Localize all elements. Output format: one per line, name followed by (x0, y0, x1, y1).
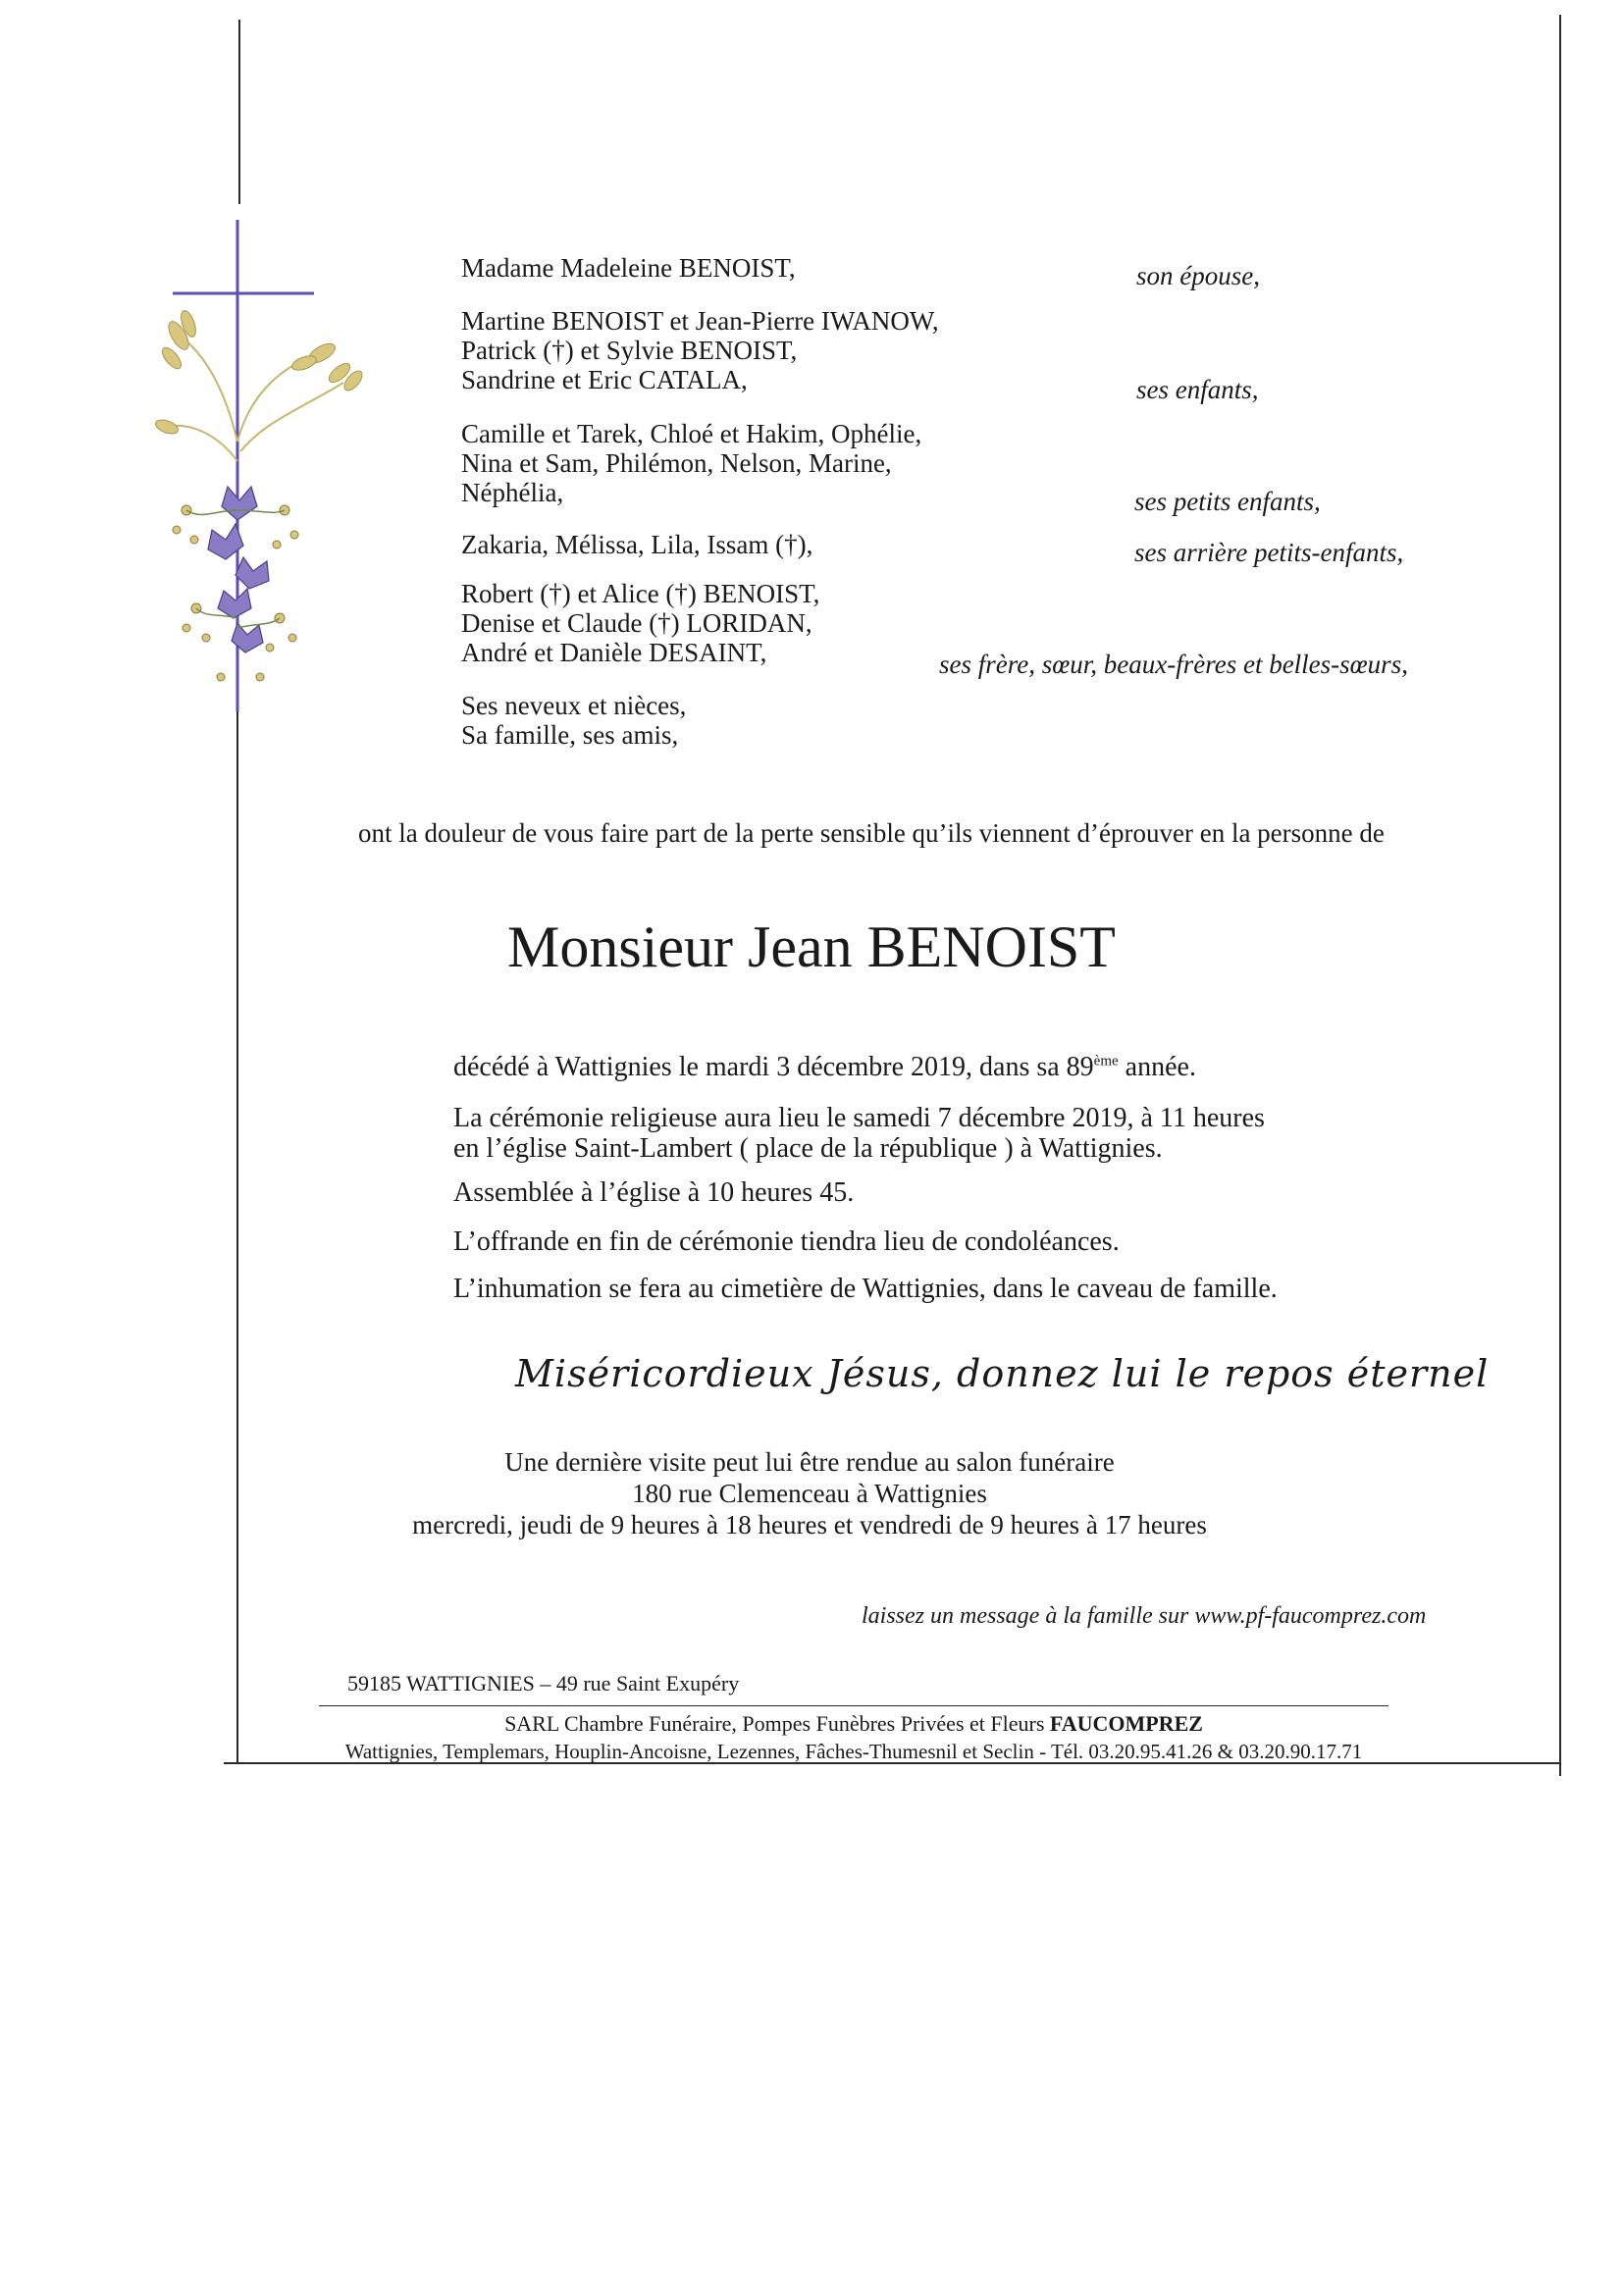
family-name-line: Zakaria, Mélissa, Lila, Issam (†), (461, 530, 813, 559)
visit-info (343, 1446, 1276, 1540)
family-name-line: Sandrine et Eric CATALA, (461, 365, 748, 394)
family-name-line: André et Danièle DESAINT, (461, 638, 767, 667)
relation-label: ses petits enfants, (1134, 487, 1321, 516)
assembly-line: Assemblée à l’église à 10 heures 45. (453, 1177, 855, 1208)
family-name-line: Nina et Sam, Philémon, Nelson, Marine, (461, 448, 892, 478)
family-name-line: Robert (†) et Alice (†) BENOIST, (461, 579, 820, 608)
footer-divider (319, 1705, 1388, 1706)
ceremony-line: La cérémonie religieuse aura lieu le samedi 7 décembre 2019, à 11 heures (453, 1103, 1265, 1133)
death-statement-text: décédé à Wattignies le mardi 3 décembre 2019, dans sa 89 (453, 1052, 1094, 1082)
family-name-line: Denise et Claude (†) LORIDAN, (461, 608, 812, 638)
visit-hours: mercredi, jeudi de 9 heures à 18 heures et vendredi de 9 heures à 17 heures (412, 1510, 1207, 1539)
family-name-line: Ses neveux et nièces, (461, 691, 687, 720)
right-border-line (1559, 15, 1561, 1776)
offering-line: L’offrande en fin de cérémonie tiendra lieu de condoléances. (453, 1226, 1120, 1257)
visit-address: 180 rue Clemenceau à Wattignies (632, 1479, 987, 1508)
visit-line: Une dernière visite peut lui être rendue au salon funéraire (504, 1447, 1115, 1477)
family-name-line: Camille et Tarek, Chloé et Hakim, Ophélie, (461, 419, 922, 448)
footer-locations: Wattignies, Templemars, Houplin-Ancoisne, Lezennes, Fâches-Thumesnil et Seclin - Tél. 03.20.95.41.26 & 03.20.90.17.71 (344, 1740, 1363, 1763)
cross-floral-decoration (147, 216, 393, 716)
family-name-line: Martine BENOIST et Jean-Pierre IWANOW, (461, 306, 939, 336)
footer-company-name: FAUCOMPREZ (1049, 1711, 1203, 1736)
relation-label: son épouse, (1136, 261, 1260, 290)
deceased-name: Monsieur Jean BENOIST (507, 914, 1116, 979)
ceremony-location-line: en l’église Saint-Lambert ( place de la république ) à Wattignies. (453, 1133, 1163, 1164)
relation-label: ses arrière petits-enfants, (1134, 538, 1404, 567)
message-link[interactable]: laissez un message à la famille sur www.pf-faucomprez.com (862, 1603, 1427, 1629)
left-border-line (238, 20, 240, 204)
death-statement-end: année. (1118, 1052, 1196, 1082)
family-name-line: Sa famille, ses amis, (461, 720, 679, 750)
footer-company-text: SARL Chambre Funéraire, Pompes Funèbres Privées et Fleurs (504, 1711, 1050, 1736)
death-statement (453, 1052, 1196, 1083)
relation-label: ses enfants, (1136, 375, 1259, 404)
relation-label: ses frère, sœur, beaux-frères et belles-sœurs, (939, 650, 1408, 679)
announcement-text: ont la douleur de vous faire part de la perte sensible qu’ils viennent d’éprouver en la personne de (358, 818, 1385, 848)
left-border-line-lower (236, 708, 238, 1763)
family-name-line: Néphélia, (461, 478, 564, 507)
footer-company (314, 1711, 1393, 1737)
cross-icon (147, 216, 393, 716)
prayer-text: Miséricordieux Jésus, donnez lui le repos éternel (515, 1352, 1490, 1395)
burial-line: L’inhumation se fera au cimetière de Wattignies, dans le caveau de famille. (453, 1274, 1278, 1304)
footer-address: 59185 WATTIGNIES – 49 rue Saint Exupéry (347, 1671, 740, 1696)
ordinal-suffix: ème (1093, 1053, 1119, 1070)
family-name-line: Patrick (†) et Sylvie BENOIST, (461, 336, 798, 365)
family-name-line: Madame Madeleine BENOIST, (461, 253, 796, 283)
